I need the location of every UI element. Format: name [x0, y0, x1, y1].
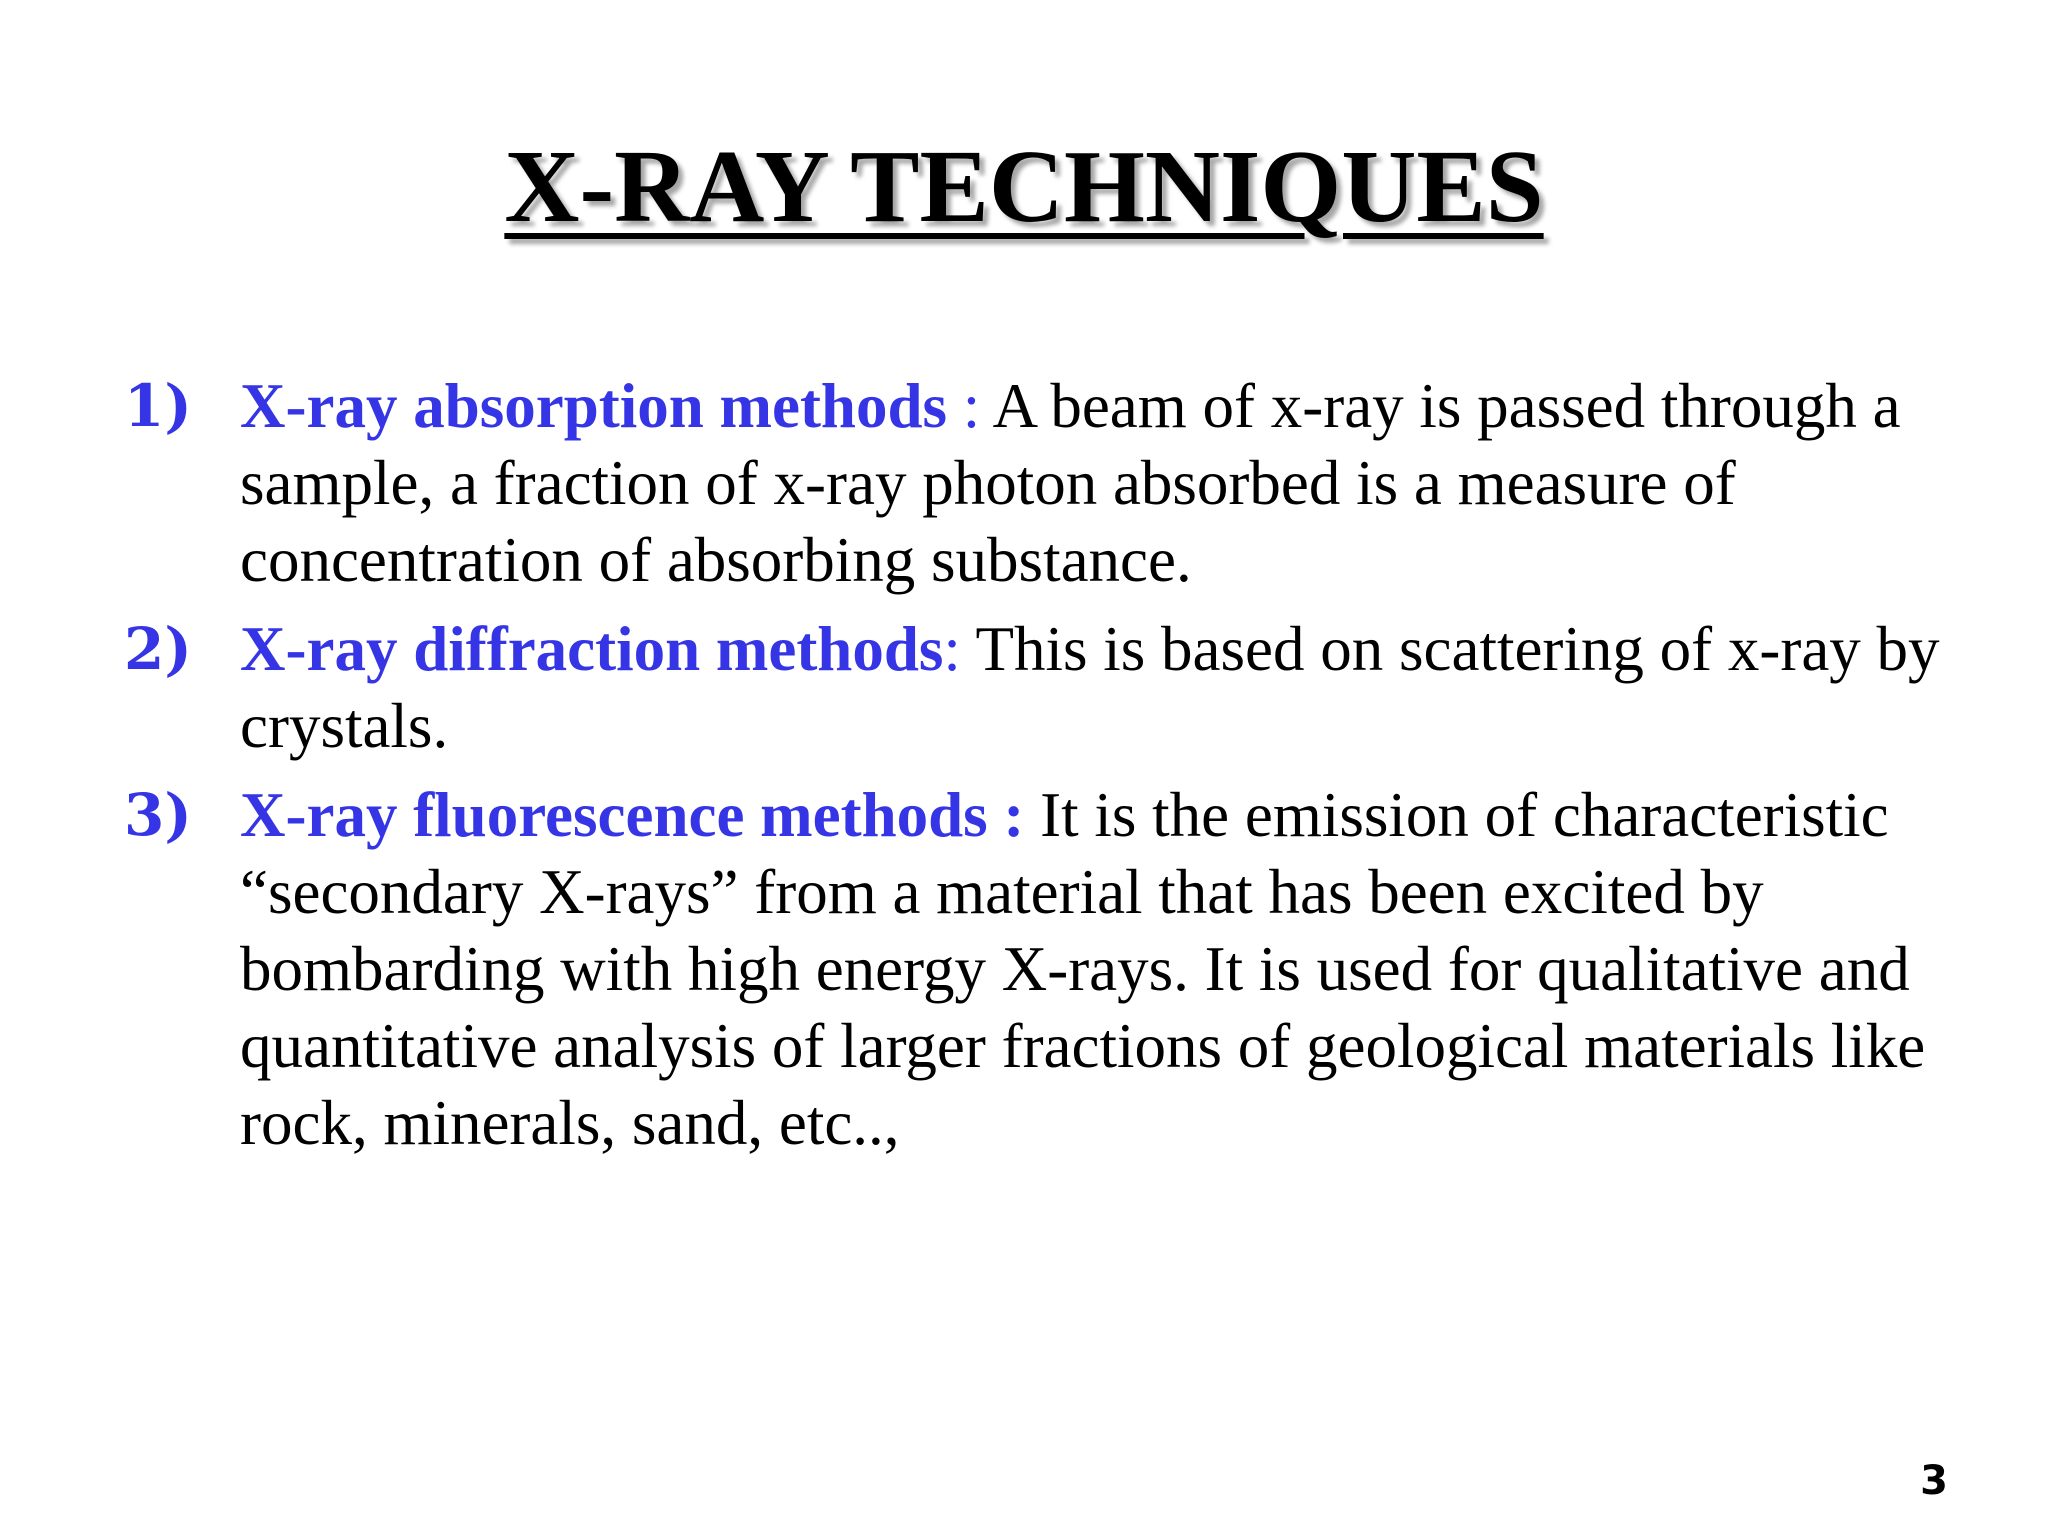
list-number: 1) [124, 372, 192, 440]
term-diffraction: X-ray diffraction methods [240, 614, 944, 684]
term-absorption: X-ray absorption methods [240, 371, 948, 441]
term-separator: : [943, 614, 976, 684]
term-fluorescence: X-ray fluorescence methods [240, 780, 988, 850]
page-number: 3 [1920, 1458, 1948, 1504]
list-number: 2) [124, 615, 192, 683]
slide-title: X-RAY TECHNIQUES [504, 129, 1544, 244]
description-absorption: A beam of x-ray is passed through a sample, a fraction of x-ray photon absorbed is a measure of concentration of absorbing substance. [240, 371, 1901, 595]
list-number: 3) [124, 781, 192, 849]
list-item-diffraction [124, 611, 1954, 765]
description-diffraction: This is based on scattering of x-ray by crystals. [240, 614, 1940, 761]
list-item-absorption [124, 368, 1954, 599]
technique-list [124, 368, 1954, 1174]
term-separator: : [987, 780, 1041, 850]
description-fluorescence: It is the emission of characteristic “secondary X-rays” from a material that has been excited by bombarding with high energy X-rays. It is used for qualitative and quantitative analysis of larger fractions of geological materials like rock, minerals, sand, etc.., [240, 780, 1926, 1158]
term-separator: : [947, 371, 993, 441]
list-item-fluorescence [124, 777, 1954, 1162]
